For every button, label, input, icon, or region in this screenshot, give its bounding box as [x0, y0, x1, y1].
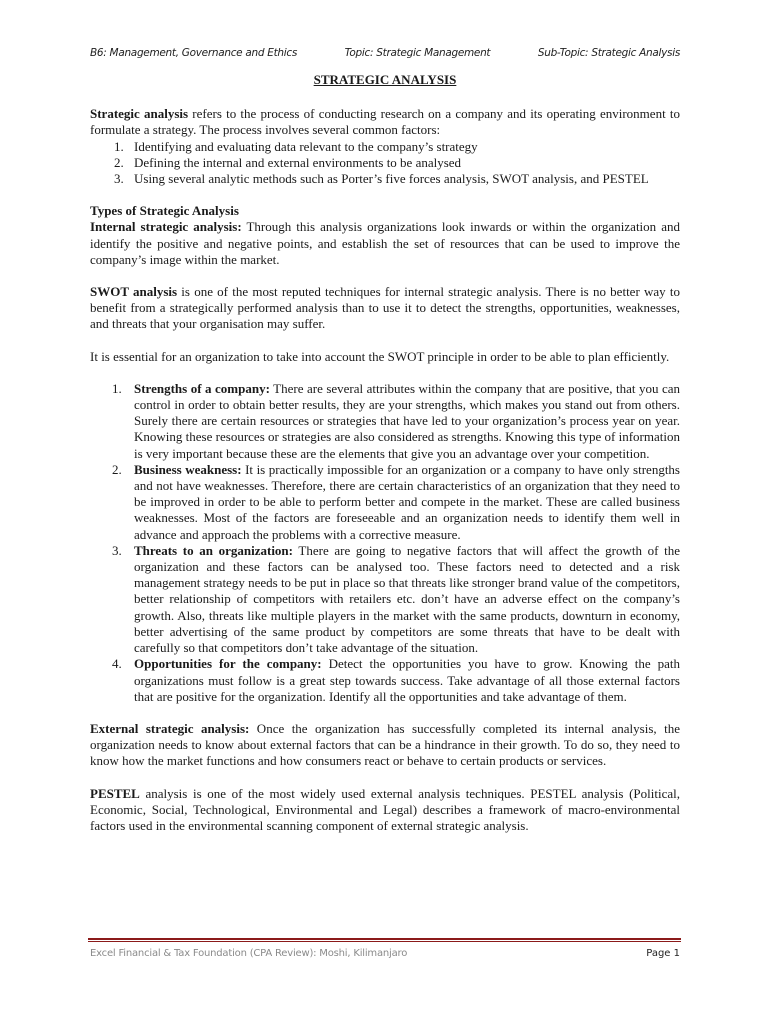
swot-item-text: Detect the opportunities you have to grow. Knowing the path organizations must follow is a great step towards success. Take advantage of all those external factors that are positive for the organization. Identify all the opportunities and take advantage of them. — [134, 656, 680, 704]
pestel-text: analysis is one of the most widely used external analysis techniques. PESTEL analysis (Political, Economic, Social, Technological, Environmental and Legal) describes a framework of macro-environmental factors used in the environmental scanning component of external strategic analysis. — [90, 785, 680, 833]
header-course: B6: Management, Governance and Ethics — [90, 47, 298, 59]
footer-divider — [88, 938, 681, 942]
swot-intro-text: is one of the most reputed techniques for internal strategic analysis. There is no better way to benefit from a strategically performed analysis than to use it to detect the strengths, opportunities, weaknesses, and threats that your organisation may suffer. — [90, 284, 680, 332]
swot-item-term: Opportunities for the company: — [134, 656, 322, 672]
page-footer — [90, 948, 680, 959]
page-title: STRATEGIC ANALYSIS — [313, 72, 457, 87]
swot-item-term: Threats to an organization: — [134, 542, 293, 558]
list-item-text: Using several analytic methods such as Porter’s five forces analysis, SWOT analysis, and PESTEL — [134, 171, 649, 187]
document-body — [90, 72, 680, 834]
list-item — [90, 139, 680, 155]
list-item-text: Defining the internal and external environments to be analysed — [134, 154, 462, 170]
internal-term: Internal strategic analysis: — [90, 219, 242, 235]
swot-essential-paragraph: It is essential for an organization to take into account the SWOT principle in order to be able to plan efficiently. — [90, 348, 670, 364]
list-item — [90, 381, 680, 462]
pestel-paragraph — [90, 786, 680, 835]
list-number: 4. — [112, 656, 122, 672]
header-topic: Topic: Strategic Management — [344, 47, 491, 59]
page-header — [90, 47, 680, 59]
list-item — [90, 656, 680, 705]
swot-item-term: Business weakness: — [134, 461, 242, 477]
intro-text: refers to the process of conducting research on a company and its operating environment to formulate a strategy. The process involves several common factors: — [90, 106, 680, 138]
list-number: 1. — [114, 138, 124, 154]
header-subtopic: Sub-Topic: Strategic Analysis — [537, 47, 680, 59]
intro-paragraph — [90, 106, 680, 138]
external-text: Once the organization has successfully completed its internal analysis, the organization needs to know about external factors that can be a hindrance in their growth. To do so, they need to know how the market functions and how consumers react or behave to certain products or services. — [90, 720, 680, 769]
list-item — [90, 462, 680, 543]
factors-list — [90, 139, 680, 188]
list-item — [90, 155, 680, 171]
external-term: External strategic analysis: — [90, 720, 250, 736]
swot-term: SWOT analysis — [90, 284, 178, 300]
list-number: 2. — [114, 154, 124, 170]
internal-paragraph — [90, 219, 680, 268]
list-item — [90, 543, 680, 656]
pestel-term: PESTEL — [90, 785, 140, 801]
list-number: 1. — [112, 380, 122, 396]
page-number: Page 1 — [646, 948, 680, 959]
list-item — [90, 171, 680, 187]
intro-term: Strategic analysis — [90, 106, 189, 122]
list-number: 3. — [114, 171, 124, 187]
swot-item-text: There are several attributes within the company that are positive, that you can control in order to obtain better results, they are your strengths, which makes you stand out from others. Surely there are certain resources or strategies that have led to your organization’s process year on year. Knowing these resources or strategies are also considered as strengths. Knowing this type of information is very important because these are the elements that give you an advantage over your competition. — [134, 380, 680, 461]
swot-item-text: It is practically impossible for an organization or a company to have only strengths and not have weaknesses. Therefore, there are certain characteristics of an organization that they need to be improved in order to be able to perform better and compete in the market. These are called business weaknesses. Most of the factors are foreseeable and an organization needs to identify them well in advance and approach the problems with a corrective measure. — [134, 461, 680, 542]
swot-list — [90, 381, 680, 705]
list-item-text: Identifying and evaluating data relevant to the company’s strategy — [134, 138, 478, 154]
types-heading: Types of Strategic Analysis — [90, 203, 239, 219]
external-paragraph — [90, 721, 680, 770]
footer-organization: Excel Financial & Tax Foundation (CPA Review): Moshi, Kilimanjaro — [90, 948, 408, 959]
list-number: 2. — [112, 461, 122, 477]
swot-intro-paragraph — [90, 284, 680, 333]
internal-text: Through this analysis organizations look inwards or within the organization and identify the positive and negative points, and establish the set of resources that can be used to improve the company’s image within the market. — [90, 219, 680, 267]
swot-item-term: Strengths of a company: — [134, 380, 270, 396]
list-number: 3. — [112, 542, 122, 558]
swot-item-text: There are going to negative factors that will affect the growth of the organization and these factors can be analysed too. These factors need to detected and a risk management strategy needs to be put in place so that threats like stronger brand value of the competitors, better relationship of competitors with retailers etc. don’t have an adverse effect on the company’s growth. Also, threats like multiple players in the market with the same products, downturn in economy, better advertising of the same product by competitors are some threats that have to be dealt with carefully so that competitors don’t take advantage of the situation. — [134, 542, 680, 656]
